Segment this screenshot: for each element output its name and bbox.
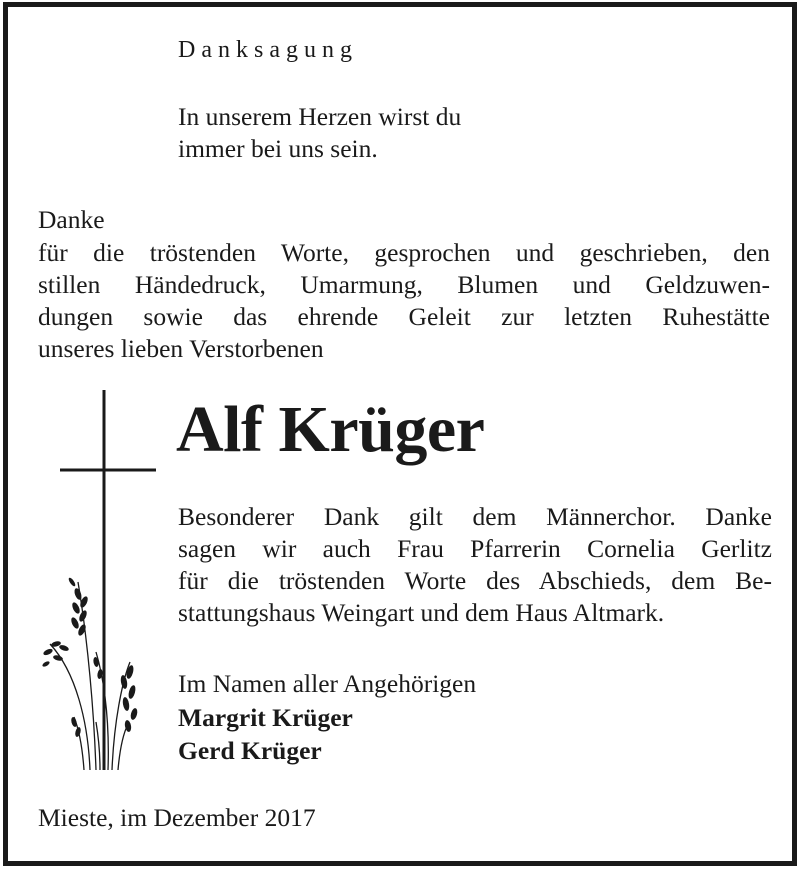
thanks-paragraph	[38, 237, 770, 365]
motto	[178, 101, 461, 165]
special-thanks-paragraph	[178, 501, 772, 629]
obituary-notice	[3, 2, 797, 866]
thanks-label: Danke	[38, 205, 105, 234]
family-member-name: Margrit Krüger	[178, 703, 353, 732]
motto-line: In unserem Herzen wirst du	[178, 102, 462, 131]
cross-with-wheat-icon	[38, 382, 168, 772]
special-thanks-line: stattungshaus Weingart und dem Haus Altmark.	[178, 598, 665, 627]
special-thanks-line: sagen wir auch Frau Pfarrerin Cornelia Gerlitz	[178, 534, 772, 563]
thanks-line: dungen sowie das ehrende Geleit zur letzten Ruhestätte	[38, 302, 770, 331]
family-member-name: Gerd Krüger	[178, 736, 322, 765]
family-names	[178, 701, 353, 767]
motto-line: immer bei uns sein.	[178, 134, 378, 163]
special-thanks-line: für die tröstenden Worte des Abschieds, dem Be-	[178, 566, 772, 595]
place-date: Mieste, im Dezember 2017	[38, 803, 316, 832]
thanks-line: für die tröstenden Worte, gesprochen und geschrieben, den	[38, 238, 770, 267]
thanks-line: stillen Händedruck, Umarmung, Blumen und Geldzuwen-	[38, 270, 770, 299]
special-thanks-line: Besonderer Dank gilt dem Männerchor. Danke	[178, 502, 772, 531]
notice-heading: Danksagung	[178, 37, 358, 63]
deceased-name: Alf Krüger	[176, 393, 485, 466]
thanks-line: unseres lieben Verstorbenen	[38, 334, 324, 363]
family-intro: Im Namen aller Angehörigen	[178, 669, 477, 698]
